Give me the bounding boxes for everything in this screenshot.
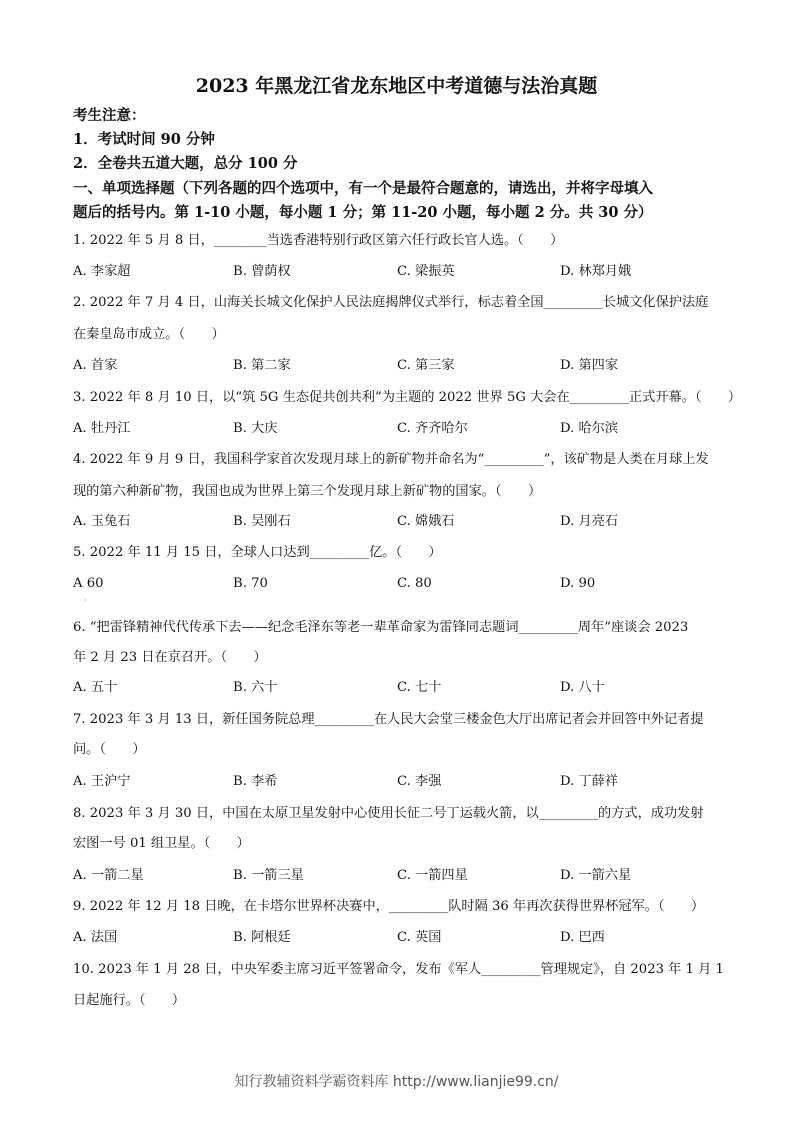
question-8-option-c: C. 一箭四星 [397,868,468,883]
section-heading-line-2: 题后的括号内。第 1-10 小题，每小题 1 分；第 11-20 小题，每小题 2 分。共 30 分） [73,204,653,221]
question-3-option-d: D. 哈尔滨 [560,421,619,436]
question-2-option-b: B. 第二家 [233,358,291,373]
question-4-option-a: A. 玉兔石 [73,514,131,529]
question-4-line-2: 现的第六种新矿物，我国也成为世界上第三个发现月球上新矿物的国家。（ ） [73,484,542,499]
question-8-option-a: A. 一箭二星 [73,868,144,883]
question-9-option-b: B. 阿根廷 [233,930,291,945]
question-7-option-a: A. 王沪宁 [73,774,131,789]
question-9-line-1: 9. 2022 年 12 月 18 日晚，在卡塔尔世界杯决赛中，_________队时隔 36 年再次获得世界杯冠军。（ ） [73,899,705,914]
question-10-line-1: 10. 2023 年 1 月 28 日，中央军委主席习近平签署命令，发布《军人_________管理规定》，自 2023 年 1 月 1 [73,962,724,977]
question-4-option-b: B. 吴刚石 [233,514,291,529]
notice-item-2: 2．全卷共五道大题，总分 100 分 [73,155,298,172]
question-4-line-1: 4. 2022 年 9 月 9 日，我国科学家首次发现月球上的新矿物并命名为“_________”，该矿物是人类在月球上发 [73,452,709,467]
question-7-option-b: B. 李希 [233,774,278,789]
question-9-option-a: A. 法国 [73,930,118,945]
question-2-line-2: 在秦皇岛市成立。（ ） [73,327,225,342]
question-6-line-2: 年 2 月 23 日在京召开。（ ） [73,650,267,665]
question-5-option-b: B. 70 [233,576,268,591]
question-1-option-a: A. 李家超 [73,264,131,279]
question-7-option-d: D. 丁薛祥 [560,774,619,789]
question-1-option-b: B. 曾荫权 [233,264,291,279]
question-3-option-c: C. 齐齐哈尔 [397,421,468,436]
question-6-option-a: A. 五十 [73,680,118,695]
question-8-line-2: 宏图一号 01 组卫星。（ ） [73,836,250,851]
question-5-option-a: A 60 [73,576,104,591]
question-3-option-a: A. 牡丹江 [73,421,131,436]
question-9-option-c: C. 英国 [397,930,442,945]
question-7-line-2: 问。（ ） [73,742,146,757]
question-1-option-c: C. 梁振英 [397,264,455,279]
question-1-line-1: 1. 2022 年 5 月 8 日，________当选香港特别行政区第六任行政长官人选。（ ） [73,233,564,248]
question-5-option-d: D. 90 [560,576,596,591]
question-3-line-1: 3. 2022 年 8 月 10 日，以“筑 5G 生态促共创共利”为主题的 2022 世界 5G 大会在_________正式开幕。（ ） [73,390,742,405]
question-2-option-c: C. 第三家 [397,358,455,373]
question-6-option-d: D. 八十 [560,680,605,695]
question-6-option-b: B. 六十 [233,680,278,695]
question-9-option-d: D. 巴西 [560,930,605,945]
scan-speck: · [84,596,87,605]
notice-heading: 考生注意： [73,107,146,124]
question-8-option-d: D. 一箭六星 [560,868,632,883]
question-8-line-1: 8. 2023 年 3 月 30 日，中国在太原卫星发射中心使用长征二号丁运载火箭，以_________的方式，成功发射 [73,806,704,821]
question-7-line-1: 7. 2023 年 3 月 13 日，新任国务院总理_________在人民大会堂三楼金色大厅出席记者会并回答中外记者提 [73,712,704,727]
question-2-option-d: D. 第四家 [560,358,619,373]
question-10-line-2: 日起施行。（ ） [73,993,186,1008]
question-6-option-c: C. 七十 [397,680,442,695]
section-heading-line-1: 一、单项选择题（下列各题的四个选项中，有一个是最符合题意的，请选出，并将字母填入 [73,180,653,197]
question-6-line-1: 6. “把雷锋精神代代传承下去——纪念毛泽东等老一辈革命家为雷锋同志题词_________周年”座谈会 2023 [73,620,689,635]
footer-watermark: 知行教辅资料学霸资料库 http://www.lianjie99.cn/ [234,1074,559,1090]
question-7-option-c: C. 李强 [397,774,442,789]
question-5-line-1: 5. 2022 年 11 月 15 日，全球人口达到_________亿。（ ） [73,545,442,560]
question-5-option-c: C. 80 [397,576,432,591]
question-3-option-b: B. 大庆 [233,421,278,436]
question-4-option-c: C. 嫦娥石 [397,514,455,529]
page-title: 2023 年黑龙江省龙东地区中考道德与法治真题 [195,75,598,97]
question-8-option-b: B. 一箭三星 [233,868,304,883]
question-2-line-1: 2. 2022 年 7 月 4 日，山海关长城文化保护人民法庭揭牌仪式举行，标志着全国_________长城文化保护法庭 [73,295,709,310]
question-2-option-a: A. 首家 [73,358,118,373]
question-4-option-d: D. 月亮石 [560,514,619,529]
question-1-option-d: D. 林郑月娥 [560,264,632,279]
notice-item-1: 1．考试时间 90 分钟 [73,131,215,148]
